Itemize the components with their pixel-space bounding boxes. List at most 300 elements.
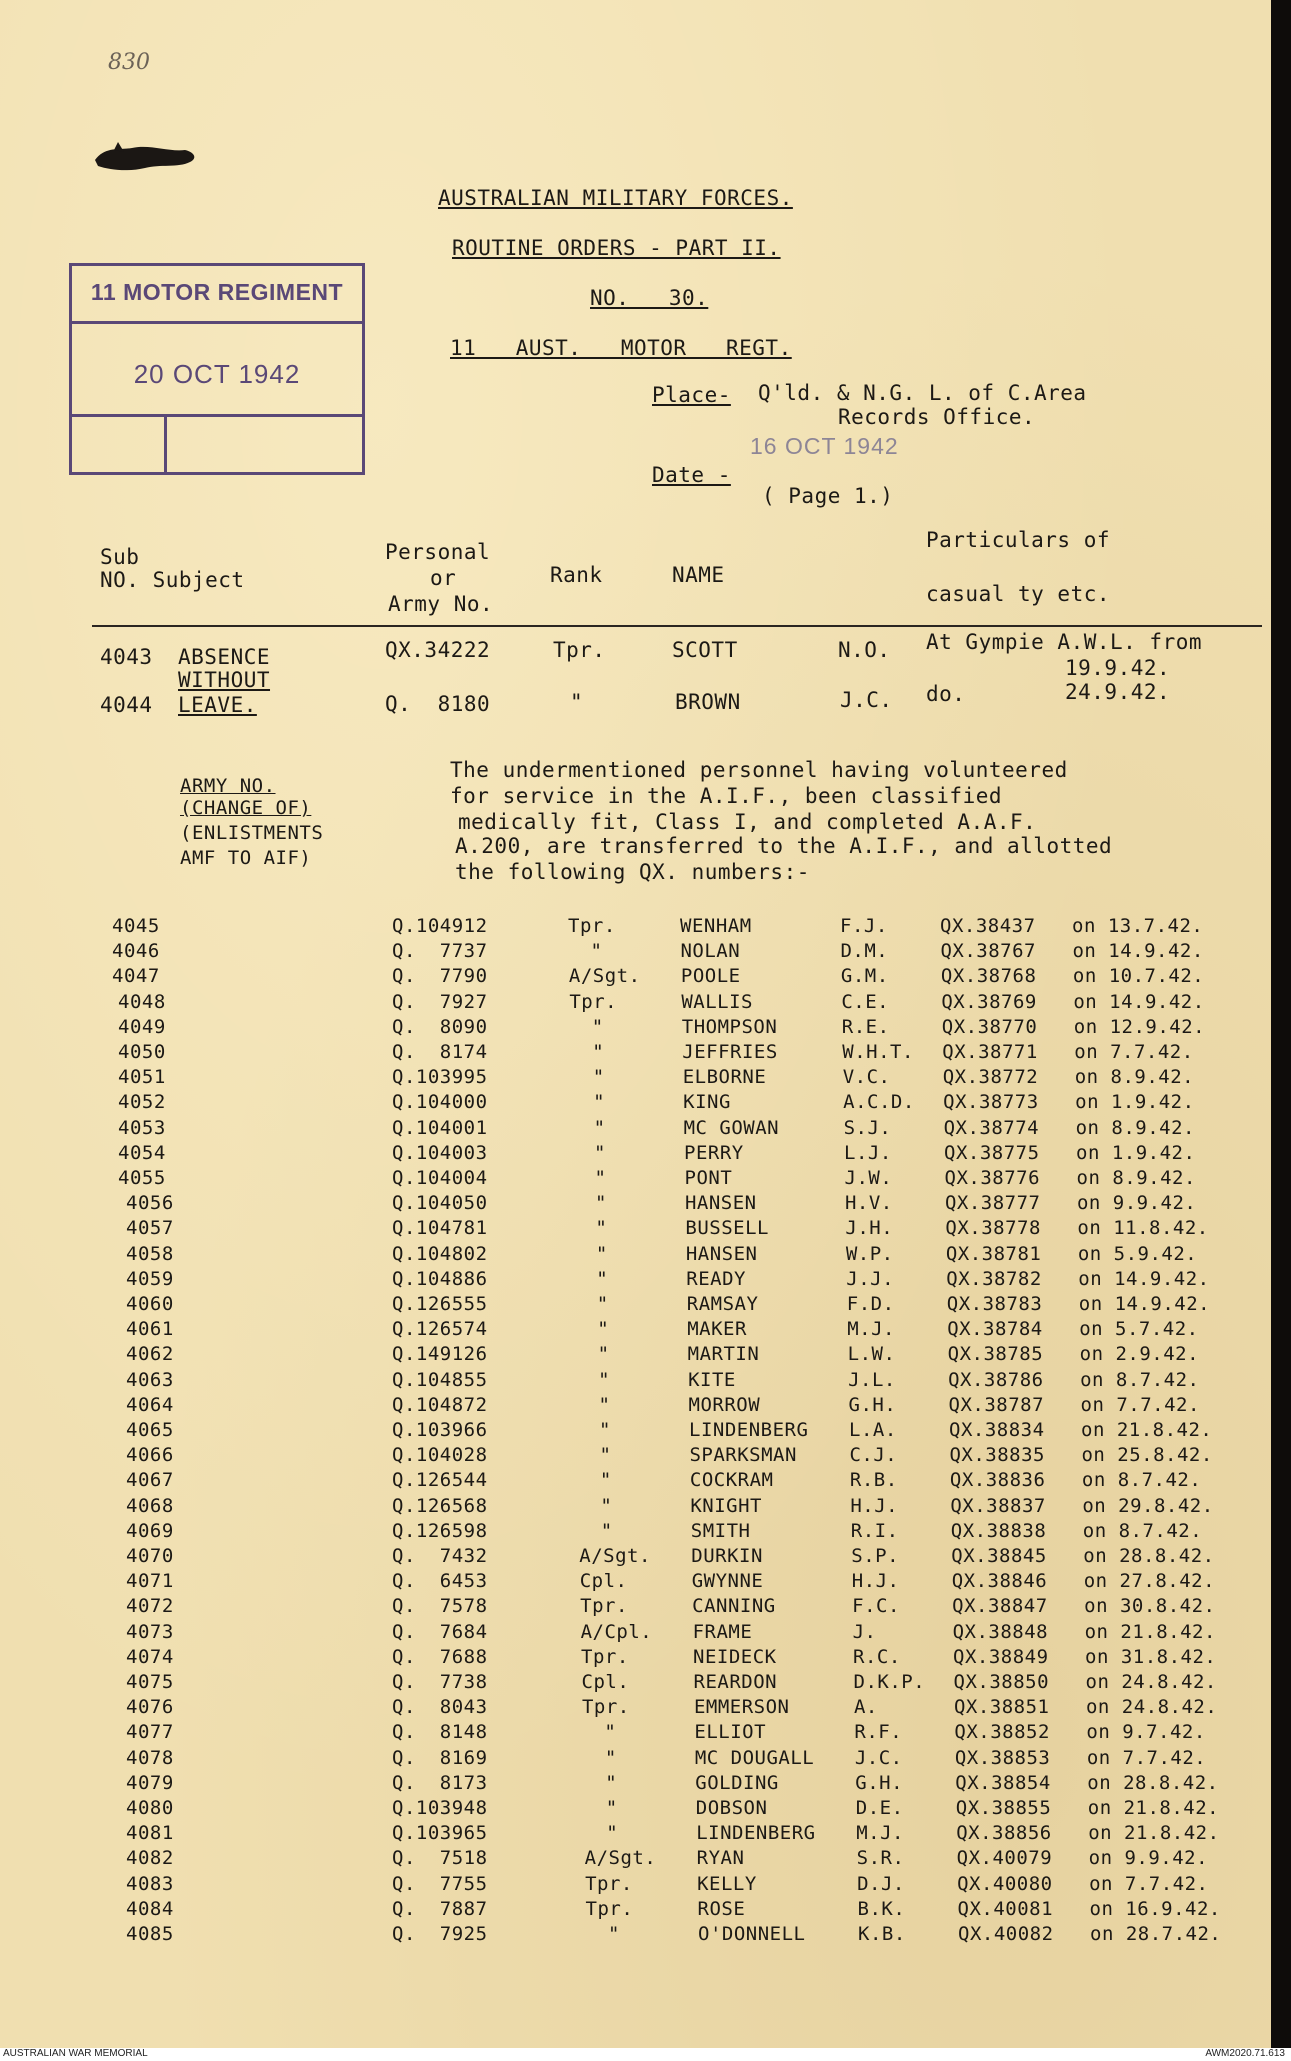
row-qx-number: QX.38776 <box>944 1167 1041 1189</box>
row-date: on 14.9.42. <box>1078 1267 1210 1290</box>
row-name: WENHAM <box>680 915 752 937</box>
row-army-no: Q. 7432 <box>392 1545 488 1567</box>
row-name: SPARKSMAN <box>689 1444 797 1467</box>
row-army-no: Q.104781 <box>392 1217 488 1240</box>
row-qx-number: QX.38851 <box>953 1696 1050 1719</box>
row-initials: S.R. <box>856 1847 905 1870</box>
row-rank: " <box>591 1015 604 1038</box>
row-sub-no: 4065 <box>126 1419 174 1441</box>
absence-no-2: 4044 <box>100 693 153 717</box>
row-rank: " <box>594 1167 607 1189</box>
row-sub-no: 4059 <box>126 1267 174 1290</box>
scan-border <box>1271 0 1291 2048</box>
row-date: on 13.7.42. <box>1072 915 1204 937</box>
row-army-no: Q.126574 <box>392 1318 488 1341</box>
row-sub-no: 4045 <box>112 915 160 937</box>
row-name: MAKER <box>687 1318 747 1341</box>
row-rank: " <box>595 1242 608 1265</box>
row-rank: " <box>596 1293 609 1315</box>
row-sub-no: 4067 <box>126 1469 174 1492</box>
row-date: on 24.8.42. <box>1085 1671 1217 1693</box>
row-name: FRAME <box>692 1620 753 1643</box>
row-sub-no: 4079 <box>126 1771 174 1794</box>
row-date: on 21.8.42. <box>1088 1822 1220 1845</box>
row-sub-no: 4062 <box>126 1343 174 1366</box>
row-sub-no: 4071 <box>126 1570 174 1593</box>
row-sub-no: 4051 <box>118 1066 166 1089</box>
row-rank: A/Cpl. <box>580 1620 653 1643</box>
row-name: POOLE <box>680 965 741 988</box>
row-date: on 30.8.42. <box>1084 1595 1216 1618</box>
row-rank: Tpr. <box>581 1696 630 1719</box>
row-sub-no: 4054 <box>118 1141 166 1164</box>
row-sub-no: 4053 <box>118 1116 166 1139</box>
row-sub-no: 4084 <box>126 1897 174 1920</box>
row-date: on 2.9.42. <box>1079 1343 1200 1366</box>
enlist-text-2: for service in the A.I.F., been classified <box>450 784 1003 808</box>
row-qx-number: QX.38767 <box>940 940 1036 963</box>
row-army-no: Q. 7927 <box>392 990 488 1013</box>
row-initials: H.J. <box>850 1494 899 1517</box>
row-name: MC DOUGALL <box>694 1746 815 1769</box>
row-rank: Tpr. <box>568 915 616 937</box>
row-date: on 8.9.42. <box>1075 1116 1195 1139</box>
absence-rank-2: " <box>570 690 584 714</box>
row-date: on 21.8.42. <box>1084 1620 1216 1643</box>
col-or: or <box>430 566 457 590</box>
row-qx-number: QX.38784 <box>947 1318 1043 1341</box>
row-date: on 5.7.42. <box>1079 1318 1199 1341</box>
row-initials: F.J. <box>840 915 888 937</box>
row-name: GWYNNE <box>691 1570 764 1593</box>
row-date: on 16.9.42. <box>1089 1897 1221 1920</box>
row-army-no: Q. 8173 <box>392 1771 488 1794</box>
row-sub-no: 4078 <box>126 1746 174 1769</box>
row-sub-no: 4056 <box>126 1192 174 1215</box>
row-name: BUSSELL <box>685 1217 769 1240</box>
row-name: DOBSON <box>695 1797 768 1819</box>
col-rank: Rank <box>550 563 603 587</box>
row-qx-number: QX.38769 <box>941 990 1037 1013</box>
row-army-no: Q. 7737 <box>392 940 488 963</box>
footer <box>0 2048 1291 2061</box>
row-initials: D.K.P. <box>853 1671 926 1693</box>
col-casualty: casual ty etc. <box>926 582 1111 606</box>
regiment-stamp <box>69 263 365 475</box>
row-army-no: Q.104886 <box>392 1267 488 1290</box>
row-initials: L.A. <box>849 1419 897 1441</box>
row-name: RYAN <box>696 1847 745 1870</box>
row-name: WALLIS <box>681 990 753 1013</box>
row-rank: " <box>604 1721 617 1744</box>
row-sub-no: 4063 <box>126 1368 174 1391</box>
absence-init-2: J.C. <box>840 688 893 712</box>
col-name: NAME <box>672 563 725 587</box>
absence-particulars-1: At Gympie A.W.L. from <box>926 630 1203 654</box>
row-sub-no: 4060 <box>126 1293 174 1315</box>
row-qx-number: QX.38855 <box>955 1797 1052 1819</box>
row-initials: G.M. <box>840 965 889 988</box>
col-particulars: Particulars of <box>926 528 1111 552</box>
absence-subject-1: ABSENCE <box>178 645 271 669</box>
row-army-no: Q. 7578 <box>392 1595 488 1618</box>
row-initials: A. <box>853 1696 878 1719</box>
footer-source: AUSTRALIAN WAR MEMORIAL <box>3 2048 148 2059</box>
row-qx-number: QX.38771 <box>942 1041 1038 1063</box>
row-qx-number: QX.38781 <box>945 1242 1042 1265</box>
row-date: on 7.7.42. <box>1089 1872 1209 1895</box>
row-name: HANSEN <box>684 1192 757 1215</box>
row-rank: " <box>599 1469 612 1492</box>
stamp-unit: 11 MOTOR REGIMENT <box>90 279 344 305</box>
row-army-no: Q.104855 <box>392 1368 488 1391</box>
row-army-no: Q.104003 <box>392 1141 488 1164</box>
absence-subject-2: LEAVE. <box>178 693 257 717</box>
row-army-no: Q. 8169 <box>392 1746 488 1769</box>
absence-army-1: QX.34222 <box>385 638 491 662</box>
row-date: on 7.7.42. <box>1080 1393 1200 1416</box>
pencil-page-number: 830 <box>108 50 150 75</box>
row-army-no: Q.104000 <box>392 1091 488 1114</box>
row-rank: Cpl. <box>581 1671 630 1693</box>
row-initials: J.J. <box>846 1267 895 1290</box>
enlist-text-3: medically fit, Class I, and completed A.A.F. <box>458 810 1037 834</box>
row-date: on 8.9.42. <box>1074 1066 1195 1089</box>
row-date: on 27.8.42. <box>1083 1570 1216 1593</box>
row-qx-number: QX.38849 <box>953 1645 1049 1668</box>
row-sub-no: 4061 <box>126 1318 174 1341</box>
row-name: ELLIOT <box>694 1721 767 1744</box>
row-army-no: Q.104050 <box>392 1192 488 1215</box>
row-sub-no: 4074 <box>126 1645 174 1668</box>
row-army-no: Q. 7688 <box>392 1645 488 1668</box>
row-sub-no: 4076 <box>126 1696 174 1719</box>
row-date: on 14.9.42. <box>1078 1293 1211 1315</box>
row-army-no: Q.103948 <box>392 1797 488 1819</box>
row-rank: " <box>593 1091 606 1114</box>
row-rank: " <box>606 1822 619 1845</box>
row-name: JEFFRIES <box>682 1041 778 1063</box>
row-army-no: Q.104912 <box>392 915 488 937</box>
row-initials: D.J. <box>857 1872 905 1895</box>
row-date: on 1.9.42. <box>1076 1141 1196 1164</box>
row-rank: A/Sgt. <box>584 1847 657 1870</box>
col-no-subject: NO. Subject <box>100 568 245 592</box>
row-sub-no: 4070 <box>126 1545 174 1567</box>
row-rank: " <box>592 1066 605 1089</box>
row-sub-no: 4058 <box>126 1242 174 1265</box>
absence-no-1: 4043 <box>100 645 153 669</box>
row-qx-number: QX.38774 <box>943 1116 1040 1139</box>
enlist-text-5: the following QX. numbers:- <box>455 860 810 884</box>
row-army-no: Q.104028 <box>392 1444 488 1467</box>
row-qx-number: QX.38786 <box>948 1368 1044 1391</box>
row-sub-no: 4048 <box>118 990 166 1013</box>
heading-line-2: ROUTINE ORDERS - PART II. <box>452 236 781 260</box>
row-name: MORROW <box>688 1393 761 1416</box>
absence-name-2: BROWN <box>675 690 741 714</box>
row-date: on 8.7.42. <box>1081 1469 1202 1492</box>
row-army-no: Q. 7755 <box>392 1872 488 1895</box>
row-name: KITE <box>688 1368 736 1391</box>
row-qx-number: QX.38853 <box>954 1746 1051 1769</box>
row-rank: " <box>597 1318 610 1341</box>
place-label: Place- <box>652 383 731 407</box>
row-qx-number: QX.40079 <box>956 1847 1053 1870</box>
row-army-no: Q.103966 <box>392 1419 488 1441</box>
row-sub-no: 4057 <box>126 1217 174 1240</box>
row-name: NEIDECK <box>693 1645 777 1668</box>
row-initials: R.E. <box>841 1015 890 1038</box>
row-date: on 7.7.42. <box>1086 1746 1207 1769</box>
row-initials: J.L. <box>848 1368 896 1391</box>
row-name: KING <box>683 1091 731 1114</box>
absence-army-2: Q. 8180 <box>385 692 491 716</box>
row-rank: " <box>590 940 603 963</box>
row-army-no: Q.104004 <box>392 1167 488 1189</box>
col-personal: Personal <box>385 540 491 564</box>
stamp-date: 20 OCT 1942 <box>133 359 301 389</box>
row-name: EMMERSON <box>693 1696 790 1719</box>
received-date-stamp: 16 OCT 1942 <box>750 433 899 459</box>
row-initials: R.C. <box>853 1645 901 1668</box>
row-rank: " <box>598 1368 611 1391</box>
place-value-2: Records Office. <box>838 405 1036 429</box>
row-initials: G.H. <box>855 1771 904 1794</box>
row-sub-no: 4085 <box>126 1923 174 1945</box>
row-date: on 28.8.42. <box>1083 1545 1215 1567</box>
row-sub-no: 4073 <box>126 1620 174 1643</box>
row-rank: A/Sgt. <box>579 1545 651 1567</box>
row-date: on 8.9.42. <box>1076 1167 1196 1189</box>
row-qx-number: QX.38783 <box>946 1293 1043 1315</box>
page-number: ( Page 1.) <box>762 484 894 508</box>
row-date: on 31.8.42. <box>1085 1645 1217 1668</box>
row-qx-number: QX.38775 <box>944 1141 1040 1164</box>
row-army-no: Q. 7684 <box>392 1620 488 1643</box>
row-qx-number: QX.38836 <box>949 1469 1046 1492</box>
row-name: DURKIN <box>691 1545 763 1567</box>
row-rank: Tpr. <box>569 990 618 1013</box>
enlist-text-1: The undermentioned personnel having volunteered <box>450 758 1068 782</box>
row-rank: Tpr. <box>585 1872 633 1895</box>
place-value-1: Q'ld. & N.G. L. of C.Area <box>758 381 1087 405</box>
row-army-no: Q.103965 <box>392 1822 488 1845</box>
row-date: on 9.9.42. <box>1076 1192 1197 1215</box>
col-army-no: Army No. <box>388 592 494 616</box>
row-name: RAMSAY <box>686 1293 759 1315</box>
row-rank: " <box>598 1393 611 1416</box>
row-name: LINDENBERG <box>696 1822 816 1845</box>
absence-rank-1: Tpr. <box>553 638 606 662</box>
row-sub-no: 4082 <box>126 1847 174 1870</box>
row-qx-number: QX.38846 <box>951 1570 1048 1593</box>
row-initials: K.B. <box>858 1923 906 1945</box>
heading-line-3: NO. 30. <box>590 286 709 310</box>
absence-name-1: SCOTT <box>672 638 738 662</box>
row-date: on 28.8.42. <box>1087 1771 1219 1794</box>
row-qx-number: QX.38772 <box>942 1066 1039 1089</box>
row-qx-number: QX.40082 <box>958 1923 1054 1945</box>
date-label: Date - <box>652 463 731 487</box>
row-army-no: Q.126568 <box>392 1494 488 1517</box>
row-name: MC GOWAN <box>683 1116 780 1139</box>
row-rank: A/Sgt. <box>568 965 641 988</box>
row-name: REARDON <box>693 1671 778 1693</box>
row-initials: H.J. <box>851 1570 900 1593</box>
col-sub: Sub <box>100 545 140 569</box>
row-name: CANNING <box>692 1595 776 1618</box>
row-rank: " <box>599 1444 612 1467</box>
row-army-no: Q. 6453 <box>392 1570 488 1593</box>
absence-init-1: N.O. <box>838 638 891 662</box>
row-qx-number: QX.38778 <box>945 1217 1041 1240</box>
footer-reference: AWM2020.71.613 <box>1205 2048 1285 2059</box>
row-rank: " <box>596 1267 609 1290</box>
row-initials: H.V. <box>844 1192 893 1215</box>
header-rule <box>92 625 1262 627</box>
row-date: on 12.9.42. <box>1073 1015 1206 1038</box>
row-qx-number: QX.38838 <box>950 1519 1047 1542</box>
row-rank: " <box>594 1141 606 1164</box>
row-rank: Cpl. <box>579 1570 628 1593</box>
row-rank: " <box>599 1419 611 1441</box>
enlist-subject-4: AMF TO AIF) <box>180 847 312 869</box>
row-initials: W.H.T. <box>842 1041 914 1063</box>
row-name: PERRY <box>684 1141 744 1164</box>
row-sub-no: 4083 <box>126 1872 174 1895</box>
enlist-subject-2: (CHANGE OF) <box>180 797 312 819</box>
row-date: on 9.9.42. <box>1088 1847 1209 1870</box>
row-name: LINDENBERG <box>689 1419 809 1441</box>
enlist-text-4: A.200, are transferred to the A.I.F., and allotted <box>455 834 1113 858</box>
row-name: NOLAN <box>680 940 741 963</box>
row-initials: J.W. <box>844 1167 893 1189</box>
row-army-no: Q. 8043 <box>392 1696 488 1719</box>
enlist-subject-1: ARMY NO. <box>180 775 276 797</box>
row-date: on 11.8.42. <box>1077 1217 1209 1240</box>
row-date: on 8.7.42. <box>1082 1519 1203 1542</box>
row-rank: " <box>594 1192 607 1215</box>
row-initials: M.J. <box>856 1822 904 1845</box>
row-date: on 7.7.42. <box>1074 1041 1194 1063</box>
row-army-no: Q. 8174 <box>392 1041 488 1063</box>
row-name: SMITH <box>690 1519 751 1542</box>
heading-line-1: AUSTRALIAN MILITARY FORCES. <box>438 186 793 210</box>
row-qx-number: QX.38847 <box>952 1595 1048 1618</box>
row-rank: " <box>604 1746 617 1769</box>
row-initials: R.I. <box>850 1519 899 1542</box>
row-date: on 14.9.42. <box>1073 990 1205 1013</box>
row-qx-number: QX.38785 <box>947 1343 1044 1366</box>
row-qx-number: QX.38768 <box>940 965 1037 988</box>
row-army-no: Q.126544 <box>392 1469 488 1492</box>
row-initials: S.J. <box>843 1116 892 1139</box>
row-sub-no: 4050 <box>118 1041 166 1063</box>
row-name: O'DONNELL <box>698 1923 806 1945</box>
row-initials: W.P. <box>845 1242 894 1265</box>
row-qx-number: QX.38835 <box>949 1444 1045 1467</box>
row-qx-number: QX.38834 <box>949 1419 1045 1441</box>
absence-particulars-2: do. <box>926 682 966 706</box>
row-rank: " <box>592 1041 605 1063</box>
row-sub-no: 4069 <box>126 1519 174 1542</box>
row-army-no: Q. 7738 <box>392 1671 488 1693</box>
row-sub-no: 4055 <box>118 1167 166 1189</box>
row-sub-no: 4047 <box>112 965 160 988</box>
row-date: on 21.8.42. <box>1081 1419 1213 1441</box>
row-qx-number: QX.38854 <box>955 1771 1051 1794</box>
row-army-no: Q. 8090 <box>392 1015 488 1038</box>
enlist-subject-3: (ENLISTMENTS <box>180 822 324 844</box>
row-army-no: Q.149126 <box>392 1343 488 1366</box>
row-initials: G.H. <box>848 1393 897 1416</box>
row-qx-number: QX.38852 <box>954 1721 1050 1744</box>
row-name: THOMPSON <box>681 1015 778 1038</box>
row-qx-number: QX.38782 <box>946 1267 1042 1290</box>
row-rank: " <box>600 1494 613 1517</box>
row-army-no: Q.103995 <box>392 1066 488 1089</box>
row-sub-no: 4049 <box>118 1015 166 1038</box>
row-army-no: Q. 8148 <box>392 1721 488 1744</box>
row-qx-number: QX.38850 <box>953 1671 1050 1693</box>
row-name: ELBORNE <box>682 1066 767 1089</box>
row-name: HANSEN <box>685 1242 758 1265</box>
row-army-no: Q.104802 <box>392 1242 488 1265</box>
row-date: on 29.8.42. <box>1082 1494 1214 1517</box>
row-rank: Tpr. <box>585 1897 634 1920</box>
row-qx-number: QX.40080 <box>957 1872 1053 1895</box>
row-rank: " <box>608 1923 620 1945</box>
row-name: COCKRAM <box>689 1469 774 1492</box>
row-initials: R.B. <box>849 1469 898 1492</box>
row-initials: D.E. <box>855 1797 904 1819</box>
row-initials: J.H. <box>845 1217 894 1240</box>
row-initials: J. <box>852 1620 877 1643</box>
row-sub-no: 4072 <box>126 1595 174 1618</box>
row-sub-no: 4066 <box>126 1444 174 1467</box>
row-army-no: Q.104001 <box>392 1116 488 1139</box>
row-sub-no: 4052 <box>118 1091 166 1114</box>
row-name: MARTIN <box>687 1343 760 1366</box>
row-army-no: Q. 7790 <box>392 965 488 988</box>
row-rank: " <box>593 1116 606 1139</box>
row-initials: L.J. <box>844 1141 892 1164</box>
row-sub-no: 4075 <box>126 1671 174 1693</box>
row-rank: " <box>595 1217 608 1240</box>
row-date: on 28.7.42. <box>1090 1923 1222 1945</box>
row-initials: C.E. <box>841 990 890 1013</box>
ink-blot <box>90 138 200 174</box>
row-rank: Tpr. <box>580 1595 628 1618</box>
absence-subject-mid: WITHOUT <box>178 668 271 692</box>
row-name: GOLDING <box>695 1771 779 1794</box>
row-date: on 14.9.42. <box>1072 940 1204 963</box>
row-initials: M.J. <box>847 1318 895 1341</box>
row-initials: C.J. <box>849 1444 898 1467</box>
row-date: on 24.8.42. <box>1085 1696 1218 1719</box>
row-qx-number: QX.38856 <box>956 1822 1052 1845</box>
row-name: READY <box>686 1267 746 1290</box>
row-qx-number: QX.38777 <box>944 1192 1041 1215</box>
row-date: on 9.7.42. <box>1086 1721 1206 1744</box>
row-qx-number: QX.38773 <box>943 1091 1039 1114</box>
row-name: KELLY <box>697 1872 757 1895</box>
row-date: on 10.7.42. <box>1072 965 1205 988</box>
absence-date-1: 19.9.42. <box>1065 656 1171 680</box>
row-initials: A.C.D. <box>843 1091 915 1114</box>
absence-date-2: 24.9.42. <box>1065 680 1171 704</box>
